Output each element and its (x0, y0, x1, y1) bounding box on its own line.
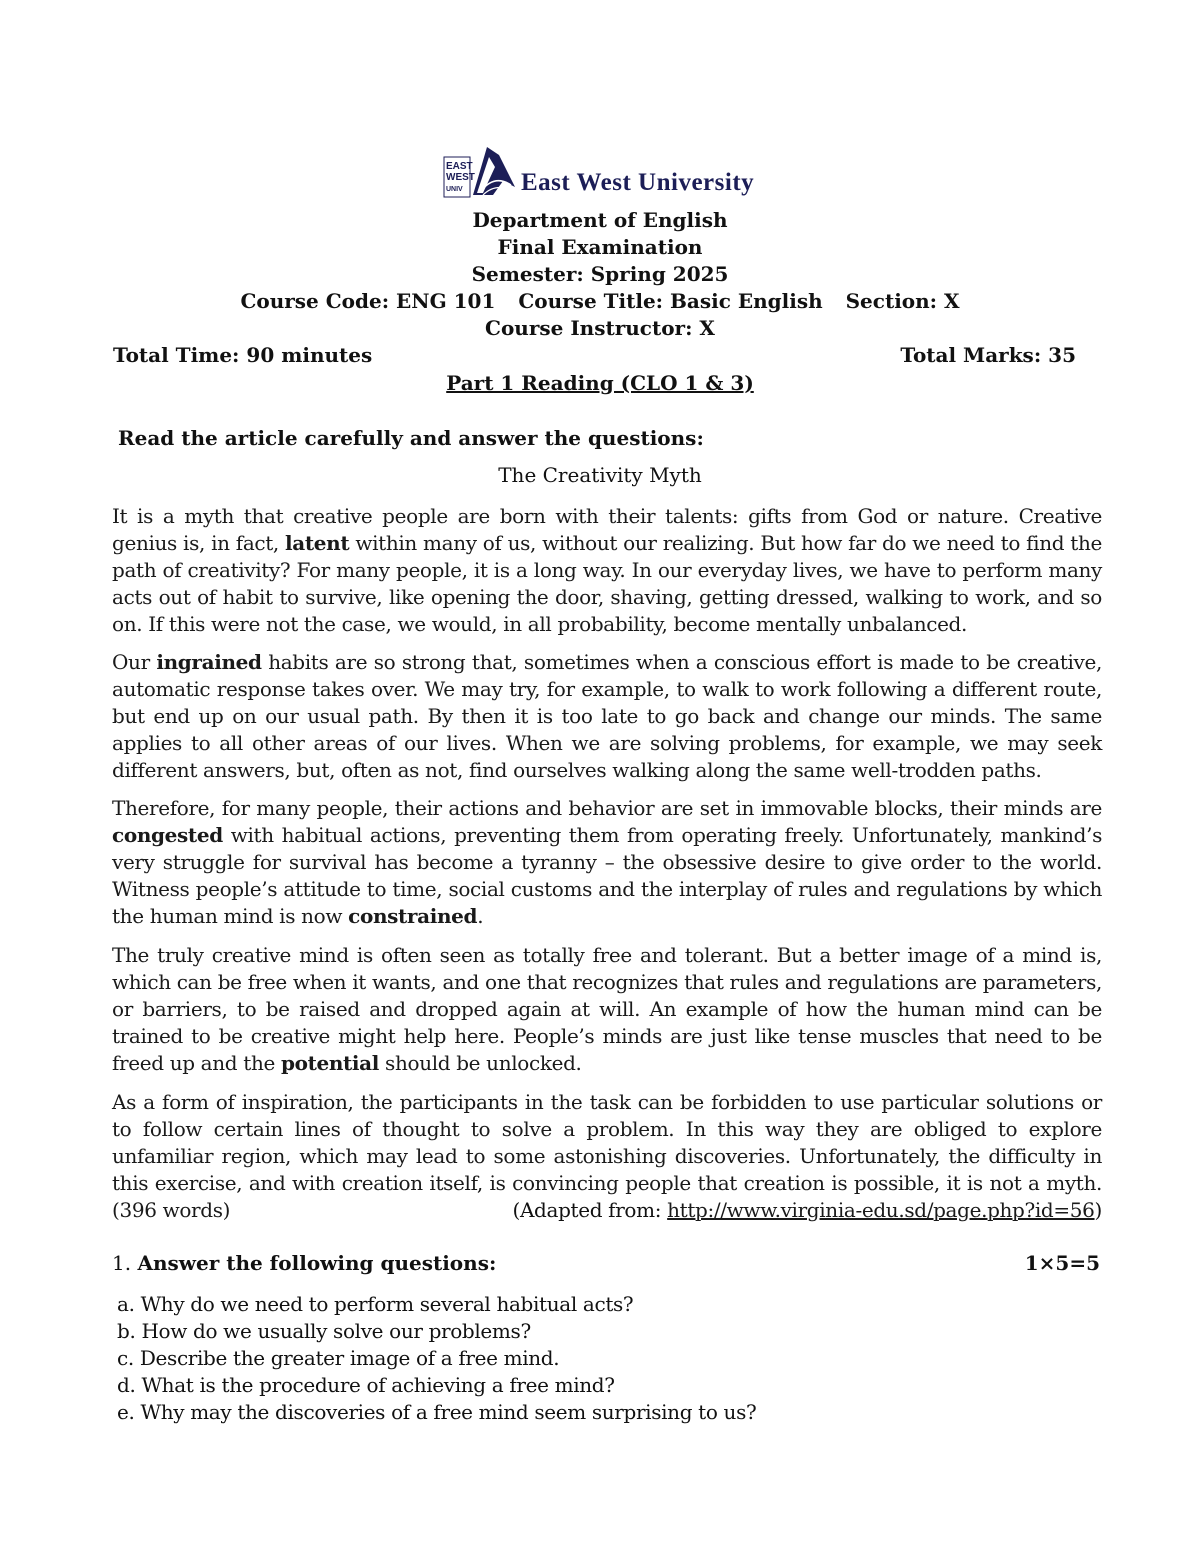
source-link[interactable]: http://www.virginia-edu.sd/page.php?id=56 (667, 1198, 1095, 1222)
svg-text:EAST: EAST (446, 161, 473, 172)
vocab-constrained: constrained (348, 904, 478, 928)
article-source (513, 1197, 1102, 1224)
article-paragraph-3 (112, 795, 1102, 930)
question-1-heading (112, 1250, 1100, 1277)
article-paragraph-4 (112, 942, 1102, 1077)
list-item: d. What is the procedure of achieving a free mind? (117, 1373, 615, 1397)
course-section: Section: X (845, 289, 960, 313)
exam-title: Final Examination (497, 235, 703, 259)
university-emblem-icon (443, 143, 523, 199)
department-title: Department of English (472, 208, 728, 232)
article-paragraph-5: As a form of inspiration, the participants in the task can be forbidden to use particular solutions or to follow certain lines of thought to solve a problem. In this way they are obliged to explore unfamiliar region, which may lead to some astonishing discoveries. Unfortunately, the difficulty in this exercise, and with creation itself, is convincing people that creation is possible, it is not a myth. (396 words) (112, 1090, 1102, 1222)
p3-text-e: . (477, 904, 484, 928)
p2-text-c: habits are so strong that, sometimes when a conscious effort is made to be creative, automatic response takes over. We may try, for example, to walk to work following a different route, but end up on our usual path. By then it is too late to go back and change our minds. The same applies to all other areas of our lives. When we are solving problems, for example, we may seek different answers, but, often as not, find ourselves walking along the same well-trodden paths. (112, 650, 1102, 782)
vocab-latent: latent (285, 531, 350, 555)
p1-text-a: It is a myth that creative people are born with their talents: gifts from God or nature. Creative genius is, in fact, (112, 504, 1102, 555)
article-title (0, 463, 1200, 487)
course-info-line (0, 289, 1200, 313)
p1-text-c: within many of us, without our realizing. But how far do we need to find the path of creativity? For many people, it is a long way. In our everyday lives, we have to perform many acts out of habit to survive, like opening the door, shaving, getting dressed, walking to work, and so on. If this were not the case, we would, in all probability, become mentally unbalanced. (112, 531, 1102, 636)
course-instructor: Course Instructor: X (485, 316, 715, 340)
total-marks: Total Marks: 35 (900, 343, 1076, 367)
course-code: Course Code: ENG 101 (240, 289, 496, 313)
vocab-ingrained: ingrained (156, 650, 262, 674)
p4-text-a: The truly creative mind is often seen as totally free and tolerant. But a better image of a mind is, which can be free when it wants, and one that recognizes that rules and regulations are parameters, or barriers, to be raised and dropped again at will. An example of how the human mind can be trained to be creative might help here. People’s minds are just like tense muscles that need to be freed up and the (112, 943, 1102, 1075)
p3-text-a: Therefore, for many people, their actions and behavior are set in immovable blocks, their minds are (112, 796, 1102, 820)
article-paragraph-1 (112, 503, 1102, 638)
source-suffix: ) (1094, 1198, 1102, 1222)
university-name: East West University (521, 169, 755, 196)
source-prefix: (Adapted from: (512, 1198, 668, 1222)
question-marks: 1×5=5 (1024, 1251, 1100, 1275)
svg-text:UNIV: UNIV (446, 186, 463, 193)
p4-text-c: should be unlocked. (379, 1051, 582, 1075)
vocab-congested: congested (112, 823, 223, 847)
article-title-text: The Creativity Myth (498, 463, 702, 487)
svg-text:WEST: WEST (446, 172, 475, 183)
question-heading-text: Answer the following questions: (137, 1251, 497, 1275)
semester-label: Semester: Spring 2025 (471, 262, 729, 286)
part-title: Part 1 Reading (CLO 1 & 3) (446, 371, 754, 395)
list-item: a. Why do we need to perform several habitual acts? (117, 1292, 634, 1316)
instructions: Read the article carefully and answer the questions: (118, 426, 704, 450)
list-item: c. Describe the greater image of a free mind. (117, 1346, 560, 1370)
article-paragraph-2 (112, 649, 1102, 784)
total-time: Total Time: 90 minutes (113, 343, 373, 367)
question-number: 1. (112, 1251, 132, 1275)
vocab-potential: potential (280, 1051, 380, 1075)
p3-text-c: with habitual actions, preventing them from operating freely. Unfortunately, mankind’s very struggle for survival has become a tyranny – the obsessive desire to give order to the world. Witness people’s attitude to time, social customs and the interplay of rules and regulations by which the human mind is now (112, 823, 1102, 928)
course-title: Course Title: Basic English (518, 289, 823, 313)
list-item: b. How do we usually solve our problems? (117, 1319, 531, 1343)
question-list (117, 1291, 756, 1426)
list-item: e. Why may the discoveries of a free mind seem surprising to us? (117, 1400, 757, 1424)
university-logo (443, 143, 773, 199)
p2-text-a: Our (112, 650, 157, 674)
